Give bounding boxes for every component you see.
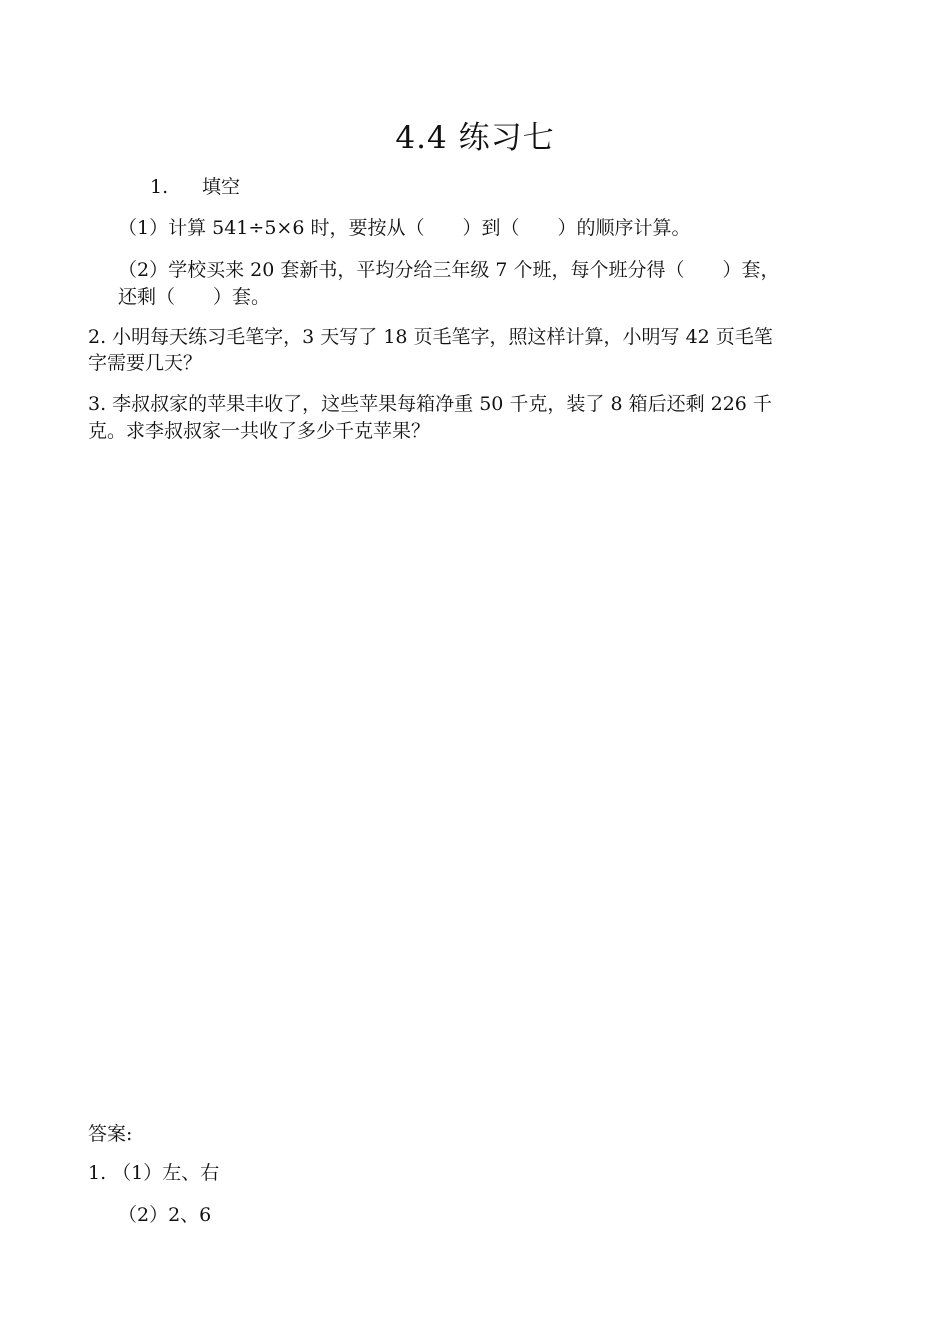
fill-blank-item-2-line-2: 还剩（ ）套。 bbox=[118, 286, 271, 308]
question-2-line-2: 字需要几天？ bbox=[88, 352, 203, 374]
page-title: 4.4 练习七 bbox=[395, 120, 555, 156]
question-2-line-1: 2. 小明每天练习毛笔字，3 天写了 18 页毛笔字，照这样计算，小明写 42 页毛笔 bbox=[88, 326, 773, 348]
section-1-title: 填空 bbox=[202, 176, 241, 198]
section-1-heading bbox=[150, 170, 240, 204]
question-3-line-2: 克。求李叔叔家一共收了多少千克苹果？ bbox=[88, 420, 431, 442]
answer-1: 1. （1）左、右 bbox=[88, 1162, 220, 1184]
question-3-line-1: 3. 李叔叔家的苹果丰收了，这些苹果每箱净重 50 千克，装了 8 箱后还剩 226 千 bbox=[88, 393, 772, 415]
answer-2: （2）2、6 bbox=[118, 1204, 212, 1226]
section-1-number: 1. bbox=[150, 176, 169, 198]
fill-blank-item-2-line-1: （2）学校买来 20 套新书，平均分给三年级 7 个班，每个班分得（ ）套， bbox=[118, 259, 780, 281]
fill-blank-item-1: （1）计算 541÷5×6 时，要按从（ ）到（ ）的顺序计算。 bbox=[118, 217, 691, 239]
answers-label: 答案: bbox=[88, 1123, 133, 1145]
